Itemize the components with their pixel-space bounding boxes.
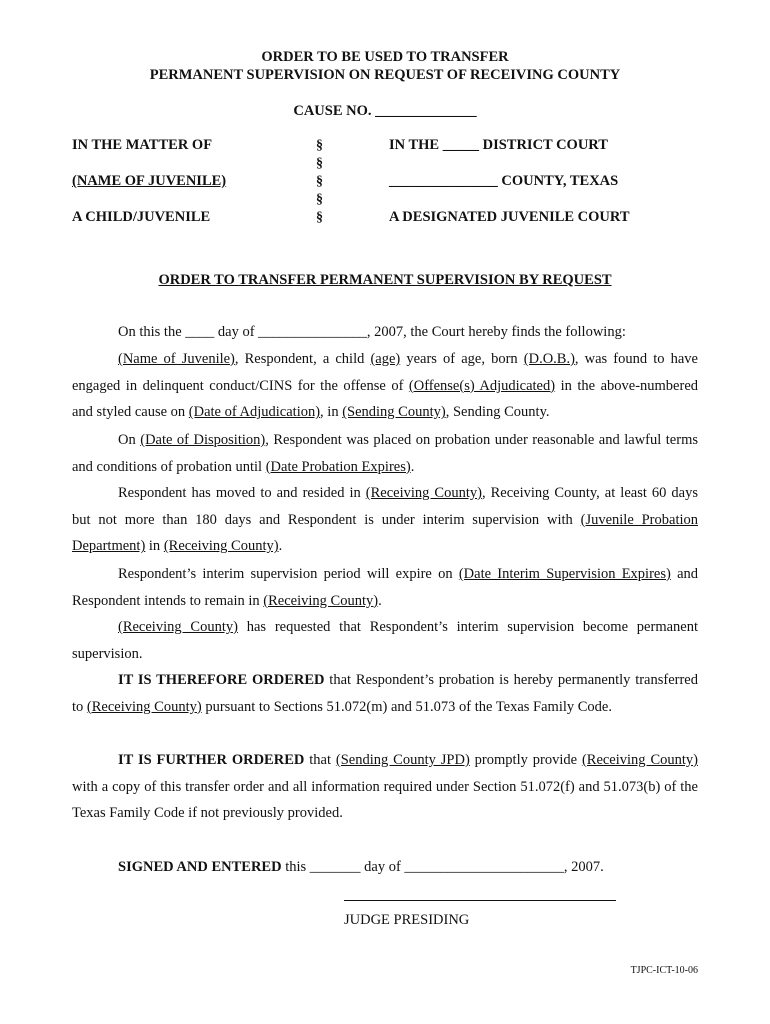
paragraph-finding-date: On this the ____ day of _______________, 2007, the Court hereby finds the following: (118, 324, 626, 340)
section-symbol: § (316, 192, 323, 207)
caption-designated-court: A DESIGNATED JUVENILE COURT (389, 209, 630, 225)
paragraph-residence: Respondent has moved to and resided in (Receiving County), Receiving County, at least 60 days but not more than 180 days and Respondent is under interim supervision with (Juvenile Probation Department) in (Receiving County). (72, 485, 698, 555)
field-offense: (Offense(s) Adjudicated) (408, 377, 556, 394)
paragraph-disposition: On (Date of Disposition), Respondent was placed on probation under reasonable and lawful terms and conditions of probation until (Date Probation Expires). (72, 432, 698, 475)
caption-child: A CHILD/JUVENILE (72, 209, 211, 225)
title-line-1: ORDER TO BE USED TO TRANSFER (261, 49, 509, 65)
caption-matter: IN THE MATTER OF (72, 137, 213, 153)
title-line-2: PERMANENT SUPERVISION ON REQUEST OF RECEIVING COUNTY (149, 67, 621, 83)
signed-entered-line: SIGNED AND ENTERED this _______ day of ______________________, 2007. (118, 859, 604, 875)
section-symbol: § (316, 210, 323, 225)
field-juvenile-probation-department: (Juvenile Probation Department) (72, 511, 698, 555)
section-symbol: § (316, 156, 323, 171)
field-receiving-county: (Receiving County) (163, 538, 279, 555)
paragraph-further-ordered: IT IS FURTHER ORDERED that (Sending County JPD) promptly provide (Receiving County) with a copy of this transfer order and all information required under Section 51.072(f) and 51.073(b) of the Texas Family Code if not previously provided. (72, 752, 698, 822)
cause-number: CAUSE NO. ______________ (293, 103, 477, 119)
field-receiving-county: (Receiving County) (365, 485, 482, 501)
caption-juvenile-name: (NAME OF JUVENILE) (72, 173, 227, 189)
field-receiving-county: (Receiving County) (86, 698, 202, 715)
section-symbol: § (316, 138, 323, 153)
judge-presiding-label: JUDGE PRESIDING (344, 912, 470, 928)
paragraph-therefore-ordered: IT IS THEREFORE ORDERED that Respondent’s probation is hereby permanently transferred to (Receiving County) pursuant to Sections 51.072(m) and 51.073 of the Texas Family Code. (72, 672, 698, 715)
caption-district-court: IN THE _____ DISTRICT COURT (389, 137, 608, 153)
paragraph-interim-supervision: Respondent’s interim supervision period will expire on (Date Interim Supervision Expires) and Respondent intends to remain in (Receiving County). (72, 566, 698, 609)
paragraph-request: (Receiving County) has requested that Respondent’s interim supervision become permanent supervision. (72, 619, 698, 662)
paragraph-adjudication: (Name of Juvenile), Respondent, a child (age) years of age, born (D.O.B.), was found to have engaged in delinquent conduct/CINS for the offense of (Offense(s) Adjudicated) in the above-numbered and styled cause on (Date of Adjudication), in (Sending County), Sending County. (72, 351, 699, 421)
field-receiving-county: (Receiving County) (581, 752, 698, 768)
field-dob: (D.O.B.) (523, 351, 575, 367)
section-symbol: § (316, 174, 323, 189)
field-juvenile-name: (Name of Juvenile) (118, 351, 235, 367)
field-age: (age) (370, 351, 401, 367)
judge-signature-line (344, 886, 616, 901)
field-adjudication-date: (Date of Adjudication) (188, 404, 321, 421)
order-heading: ORDER TO TRANSFER PERMANENT SUPERVISION BY REQUEST (158, 272, 612, 288)
field-disposition-date: (Date of Disposition) (140, 432, 266, 448)
field-probation-expires: (Date Probation Expires) (265, 458, 411, 475)
form-code: TJPC-ICT-10-06 (630, 965, 698, 976)
field-sending-county-jpd: (Sending County JPD) (335, 752, 470, 768)
field-sending-county: (Sending County) (342, 404, 446, 421)
field-receiving-county: (Receiving County) (118, 619, 238, 635)
field-interim-expires: (Date Interim Supervision Expires) (458, 566, 671, 582)
caption-county: _______________ COUNTY, TEXAS (389, 173, 619, 189)
field-receiving-county: (Receiving County) (263, 592, 379, 609)
